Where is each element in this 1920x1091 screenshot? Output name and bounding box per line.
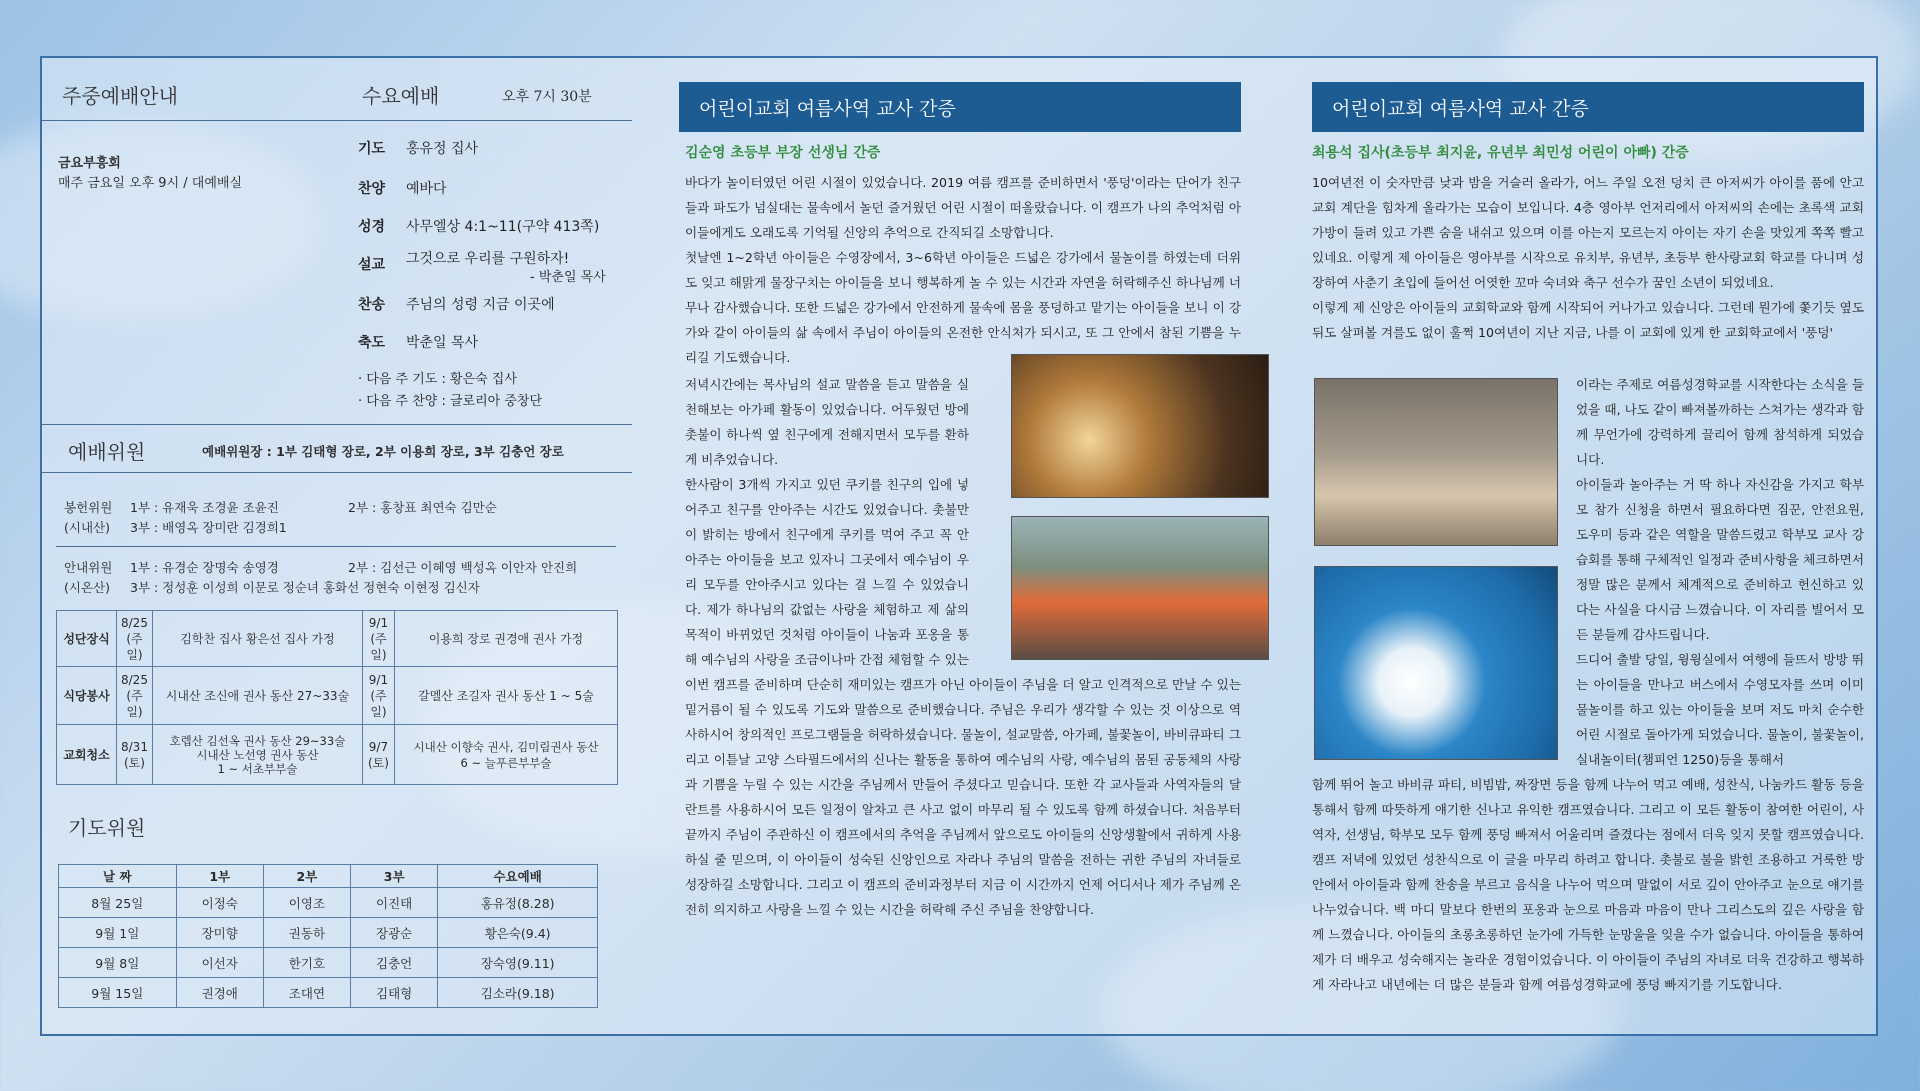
paragraph bbox=[1576, 372, 1864, 772]
worship-staff-chief: 예배위원장 : 1부 김태형 장로, 2부 이용희 장로, 3부 김충언 장로 bbox=[202, 444, 564, 459]
friday-revival-title: 금요부흥회 bbox=[58, 156, 121, 171]
table-row bbox=[59, 888, 598, 918]
order-value: 예바다 bbox=[406, 181, 447, 197]
paragraph-text: 드디어 출발 당일, 윙윙실에서 여행에 들뜨서 방방 뛰는 아이들을 만나고 버스에서 수영모자를 쓰며 이미 물놀이를 하고 있는 아이들을 보며 저도 마치 순수한 어린 시절로 돌아가게 되었습니다. 물놀이, 불꽃놀이, 실내놀이터(챔피언 1250)등을 통해서 bbox=[1576, 652, 1864, 767]
table-cell: 장미향 bbox=[176, 918, 263, 948]
order-label: 찬송 bbox=[358, 297, 386, 313]
table-cell: 이영조 bbox=[263, 888, 350, 918]
date-text: 8/25 bbox=[121, 672, 148, 687]
column-header: 수요예배 bbox=[438, 865, 598, 888]
paragraph-text: 바다가 놀이터였던 어린 시절이 있었습니다. 2019 여름 캠프를 준비하면서 '풍덩'이라는 단어가 친구들과 파도가 넘실대는 물속에서 놀던 즐거웠던 어린 시절이 떠올랐습니다. 이 캠프가 나의 추억처럼 아이들에게도 오래도록 기억될 신앙의 추억으로 간직되길 소망합니다. bbox=[685, 175, 1241, 240]
testimony-column-1 bbox=[679, 58, 1279, 1034]
duty-date bbox=[362, 611, 394, 667]
duty-date bbox=[117, 611, 153, 667]
names-line: 6 ~ 늘푸른부부술 bbox=[460, 755, 552, 770]
date-text: 9/1 bbox=[368, 672, 389, 687]
staff-names: 3부 : 정성훈 이성희 이문로 정순녀 홍화선 정현숙 이현정 김신자 bbox=[130, 580, 480, 595]
indoor-group-photo bbox=[1314, 378, 1558, 546]
duty-names: 갈멜산 조길자 권사 동산 1 ~ 5술 bbox=[394, 667, 617, 725]
column-header: 날 짜 bbox=[59, 865, 177, 888]
table-header-row bbox=[59, 865, 598, 888]
wednesday-time: 오후 7시 30분 bbox=[502, 89, 592, 105]
candle-photo bbox=[1011, 354, 1269, 498]
duty-names: 시내산 조신애 권사 동산 27~33술 bbox=[152, 667, 362, 725]
duty-date bbox=[117, 667, 153, 725]
order-label: 찬양 bbox=[358, 181, 386, 197]
table-cell: 이선자 bbox=[176, 948, 263, 978]
table-row bbox=[57, 725, 618, 785]
prayer-staff-title: 기도위원 bbox=[68, 816, 146, 840]
paragraph-text: 이렇게 제 신앙은 아이들의 교회학교와 함께 시작되어 커나가고 있습니다. 그런데 뭔가에 쫓기듯 옆도 뒤도 살펴볼 겨를도 없이 훌쩍 10여년이 지난 지금, 나를 이 교회에 있게 한 교회학교에서 '풍덩' bbox=[1312, 300, 1864, 340]
paragraph bbox=[1312, 170, 1864, 345]
testimony-subhead: 최용석 집사(초등부 최지윤, 유년부 최민성 어린이 아빠) 간증 bbox=[1312, 145, 1689, 161]
staff-label: 봉헌위원 bbox=[64, 500, 113, 515]
bulletin-frame bbox=[40, 56, 1878, 1036]
prayer-table bbox=[58, 864, 598, 1008]
table-cell: 김충언 bbox=[351, 948, 438, 978]
paragraph-text: 함께 뛰어 놀고 바비큐 파티, 비빔밥, 짜장면 등을 함께 나누어 먹고 예배, 성찬식, 나눔카드 활동 등을 통해서 함께 따뜻하게 얘기한 신나고 유익한 캠프였습니다. 그리고 이 모든 활동이 참여한 어린이, 사역자, 선생님, 학부모 모두 함께 풍덩 빠져서 어울리며 즐겼다는 점에서 더욱 잊지 못할 캠프였습니다. 캠프 저녁에 있었던 성찬식으로 이 글을 마무리 하려고 합니다. 촛불로 불을 밝힌 조용하고 거룩한 방안에서 아이들과 함께 찬송을 부르고 음식을 나누어 먹으며 말없이 서로 깊이 안아주고 눈으로 얘기를 나누었습니다. 백 마디 말보다 한번의 포옹과 눈으로 마음과 마음이 만나 그리스도의 깊은 사랑을 함께 느꼈습니다. 아이들의 초롱초롱하던 눈가에 가득한 눈망울을 잊을 수가 없습니다. 아이들을 통하여 제가 더 배우고 성숙해지는 놀라운 경험이었습니다. 이 아이들이 주님의 자녀로 더욱 건강하고 행복하게 자라나고 내년에는 더 많은 분들과 함께 여름성경학교에 풍덩 빠지기를 기도합니다. bbox=[1312, 777, 1864, 992]
table-cell: 권경애 bbox=[176, 978, 263, 1008]
order-label: 설교 bbox=[358, 257, 386, 273]
paragraph-text: 아이들과 놀아주는 거 딱 하나 자신감을 가지고 학부모 참가 신청을 하면서 필요하다면 짐꾼, 안전요원, 도우미 등과 같은 역할을 말씀드렸고 학부모 교사 강습회를 통해 구체적인 일정과 준비사항을 체크하면서 정말 많은 분께서 체계적으로 준비하고 헌신하고 있다는 사실을 다시금 느꼈습니다. 이 자리를 빌어서 모든 분들께 감사드립니다. bbox=[1576, 477, 1864, 642]
duty-label: 성단장식 bbox=[57, 611, 117, 667]
staff-sublabel: (시온산) bbox=[64, 580, 110, 595]
names-line: 시내산 이향숙 권사, 김미림권사 동산 bbox=[413, 739, 599, 754]
table-cell: 8월 25일 bbox=[59, 888, 177, 918]
duty-date bbox=[362, 725, 394, 785]
table-cell: 장광순 bbox=[351, 918, 438, 948]
duty-names bbox=[152, 725, 362, 785]
names-line: 시내산 노선영 권사 동산 bbox=[196, 747, 319, 762]
day-text: (주일) bbox=[126, 688, 143, 719]
sermon-preacher: - 박춘일 목사 bbox=[530, 270, 606, 285]
duty-date bbox=[117, 725, 153, 785]
duty-label: 식당봉사 bbox=[57, 667, 117, 725]
divider bbox=[56, 546, 616, 547]
table-row bbox=[59, 918, 598, 948]
next-week-prayer: · 다음 주 기도 : 황은숙 집사 bbox=[358, 372, 517, 387]
table-row bbox=[57, 611, 618, 667]
column-header: 2부 bbox=[263, 865, 350, 888]
testimony-banner: 어린이교회 여름사역 교사 간증 bbox=[679, 82, 1241, 132]
table-cell: 황은숙(9.4) bbox=[438, 918, 598, 948]
column-header: 3부 bbox=[351, 865, 438, 888]
duty-names bbox=[394, 725, 617, 785]
date-text: 9/1 bbox=[368, 615, 389, 630]
testimony-banner: 어린이교회 여름사역 교사 간증 bbox=[1312, 82, 1864, 132]
weekday-worship-title: 주중예배안내 bbox=[62, 84, 178, 108]
paragraph bbox=[685, 170, 1241, 370]
table-cell: 조대연 bbox=[263, 978, 350, 1008]
paragraph bbox=[685, 672, 1241, 922]
date-text: 8/31 bbox=[121, 739, 148, 754]
paragraph-text: 이번 캠프를 준비하며 단순히 재미있는 캠프가 아닌 아이들이 주님을 더 알고 인격적으로 만날 수 있는 밑거름이 될 수 있도록 기도와 말씀으로 준비했습니다. 주님은 우리가 생각할 수 있는 것 이상으로 역사하시어 창의적인 프로그램들을 허락하셨습니다. 물놀이, 설교말씀, 아가페, 불꽃놀이, 바비큐파티 그리고 이튿날 고양 스타필드에서의 신나는 활동을 통하여 예수님의 사랑, 예수님의 몸된 공동체의 사랑과 기쁨을 누릴 수 있는 시간을 주님께서 만들어 주셨다고 믿습니다. 또한 각 교사들과 사역자들의 달란트를 사용하시어 모든 일정이 알차고 큰 사고 없이 마무리 될 수 있도록 함께 하셨습니다. 처음부터 끝까지 주님이 주관하신 이 캠프에서의 추억을 주님께서 앞으로도 아이들의 신앙생활에서 귀하게 사용하실 줄 믿으며, 이 아이들이 성숙된 신앙인으로 자라나 주님의 말씀을 전하는 귀한 주님의 자녀들로 성장하길 소망합니다. 그리고 이 캠프의 준비과정부터 지금 이 시간까지 언제 어디서나 제가 주님께 온전히 의지하고 사랑을 느낄 수 있는 시간을 허락해 주신 주님을 찬양합니다. bbox=[685, 677, 1241, 917]
paragraph bbox=[1312, 772, 1864, 997]
staff-label: 안내위원 bbox=[64, 560, 113, 575]
table-cell: 홍유정(8.28) bbox=[438, 888, 598, 918]
table-row bbox=[59, 948, 598, 978]
sermon-title: 그것으로 우리를 구원하자! bbox=[406, 251, 570, 267]
testimony-subhead: 김순영 초등부 부장 선생님 간증 bbox=[685, 145, 881, 161]
table-cell: 김소라(9.18) bbox=[438, 978, 598, 1008]
table-row bbox=[57, 667, 618, 725]
duty-label: 교회청소 bbox=[57, 725, 117, 785]
paragraph bbox=[685, 372, 969, 672]
names-line: 1 ~ 서초부부술 bbox=[217, 761, 298, 776]
staff-names: 3부 : 배영옥 장미란 김경희1 bbox=[130, 520, 287, 535]
staff-names: 1부 : 유재욱 조경윤 조윤진 bbox=[130, 500, 279, 515]
duty-date bbox=[362, 667, 394, 725]
divider bbox=[42, 472, 632, 473]
duty-table bbox=[56, 610, 618, 785]
order-label: 축도 bbox=[358, 335, 386, 351]
table-row bbox=[59, 978, 598, 1008]
order-label: 성경 bbox=[358, 219, 386, 235]
pool-photo bbox=[1314, 566, 1558, 760]
staff-names: 1부 : 유경순 장명숙 송영경 bbox=[130, 560, 279, 575]
names-line: 호렙산 김선옥 권사 동산 29~33술 bbox=[169, 733, 346, 748]
next-week-praise: · 다음 주 찬양 : 글로리아 중창단 bbox=[358, 394, 543, 409]
day-text: (토) bbox=[367, 755, 389, 770]
duty-names: 이용희 장로 권경애 권사 가정 bbox=[394, 611, 617, 667]
staff-sublabel: (시내산) bbox=[64, 520, 110, 535]
order-value: 박춘일 목사 bbox=[406, 335, 479, 351]
staff-names: 2부 : 홍창표 최연숙 김만순 bbox=[348, 500, 497, 515]
table-cell: 김태형 bbox=[351, 978, 438, 1008]
order-value: 사무엘상 4:1~11(구약 413쪽) bbox=[406, 219, 600, 235]
table-cell: 9월 8일 bbox=[59, 948, 177, 978]
order-value: 주님의 성령 지금 이곳에 bbox=[406, 297, 555, 313]
friday-revival-text: 매주 금요일 오후 9시 / 대예배실 bbox=[58, 176, 243, 191]
table-cell: 권동하 bbox=[263, 918, 350, 948]
day-text: (주일) bbox=[126, 631, 143, 662]
table-cell: 9월 1일 bbox=[59, 918, 177, 948]
divider bbox=[42, 424, 632, 425]
paragraph-text: 이라는 주제로 여름성경학교를 시작한다는 소식을 들었을 때, 나도 같이 빠져볼까하는 스쳐가는 생각과 함께 무언가에 강력하게 끌리어 함께 참석하게 되었습니다. bbox=[1576, 377, 1864, 467]
table-cell: 9월 15일 bbox=[59, 978, 177, 1008]
paragraph-text: 첫날엔 1~2학년 아이들은 수영장에서, 3~6학년 아이들은 드넓은 강가에서 물놀이를 하였는데 더위도 잊고 해맑게 물장구치는 아이들을 보니 행복하게 놀 수 있는 시간과 자연을 허락해주신 하나님께 너무나 감사했습니다. 또한 드넓은 강가에서 안전하게 물속에 몸을 풍덩하고 맡기는 아이들을 보니 이 강가와 같이 아이들의 삶 속에서 주님이 아이들의 온전한 안식처가 되시고, 또 그 안에서 참된 기쁨을 누리길 기도했습니다. bbox=[685, 250, 1241, 365]
day-text: (주일) bbox=[370, 631, 387, 662]
divider bbox=[42, 120, 632, 121]
paragraph-text: 저녁시간에는 목사님의 설교 말씀을 듣고 말씀을 실천해보는 아가페 활동이 있었습니다. 어두웠던 방에 촛불이 하나씩 옆 친구에게 전해지면서 모두를 환하게 비추었습니다. bbox=[685, 377, 969, 467]
duty-names: 김학찬 집사 황은선 집사 가정 bbox=[152, 611, 362, 667]
table-cell: 이정숙 bbox=[176, 888, 263, 918]
paragraph-text: 한사람이 3개씩 가지고 있던 쿠키를 친구의 입에 넣어주고 친구를 안아주는 시간도 있었습니다. 촛불만이 밝히는 방에서 친구에게 쿠키를 먹여 주고 꼭 안아주는 아이들을 보고 있자니 그곳에서 예수님이 우리 모두를 안아주시고 있다는 걸 느낄 수 있었습니다. 제가 하나님의 값없는 사랑을 체험하고 제 삶의 목적이 바뀌었던 것처럼 아이들이 나눔과 포옹을 통해 예수님의 사랑을 조금이나마 간접 체험할 수 있는 bbox=[685, 477, 969, 667]
date-text: 9/7 bbox=[368, 739, 389, 754]
order-value: 홍유정 집사 bbox=[406, 141, 479, 157]
table-cell: 이진태 bbox=[351, 888, 438, 918]
group-photo bbox=[1011, 516, 1269, 660]
day-text: (토) bbox=[123, 755, 145, 770]
worship-staff-title: 예배위원 bbox=[68, 440, 146, 464]
wednesday-worship-title: 수요예배 bbox=[362, 84, 440, 108]
table-cell: 한기호 bbox=[263, 948, 350, 978]
table-cell: 장숙영(9.11) bbox=[438, 948, 598, 978]
testimony-column-2 bbox=[1312, 58, 1872, 1034]
column-header: 1부 bbox=[176, 865, 263, 888]
order-label: 기도 bbox=[358, 141, 386, 157]
date-text: 8/25 bbox=[121, 615, 148, 630]
day-text: (주일) bbox=[370, 688, 387, 719]
staff-names: 2부 : 김선근 이혜영 백성옥 이안자 안진희 bbox=[348, 560, 578, 575]
weekly-info-column bbox=[42, 58, 632, 1034]
paragraph-text: 10여년전 이 숫자만큼 낮과 밤을 거슬러 올라가, 어느 주일 오전 덩치 큰 아저씨가 아이를 품에 안고 교회 계단을 힘차게 올라가는 모습이 보입니다. 4층 영아부 언저리에서 아저씨의 손에는 초록색 교회 가방이 들려 있고 가쁜 숨을 내쉬고 있으며 이를 아는지 모르는지 아이는 자기 손을 맛있게 쪽쪽 빨고 있네요. 이렇게 제 아이들은 영아부를 시작으로 유치부, 유년부, 초등부 한사랑교회 학교를 다니며 성장하여 사춘기 초입에 들어선 어엿한 꼬마 숙녀와 축구 선수가 꿈인 소년이 되었네요. bbox=[1312, 175, 1864, 290]
